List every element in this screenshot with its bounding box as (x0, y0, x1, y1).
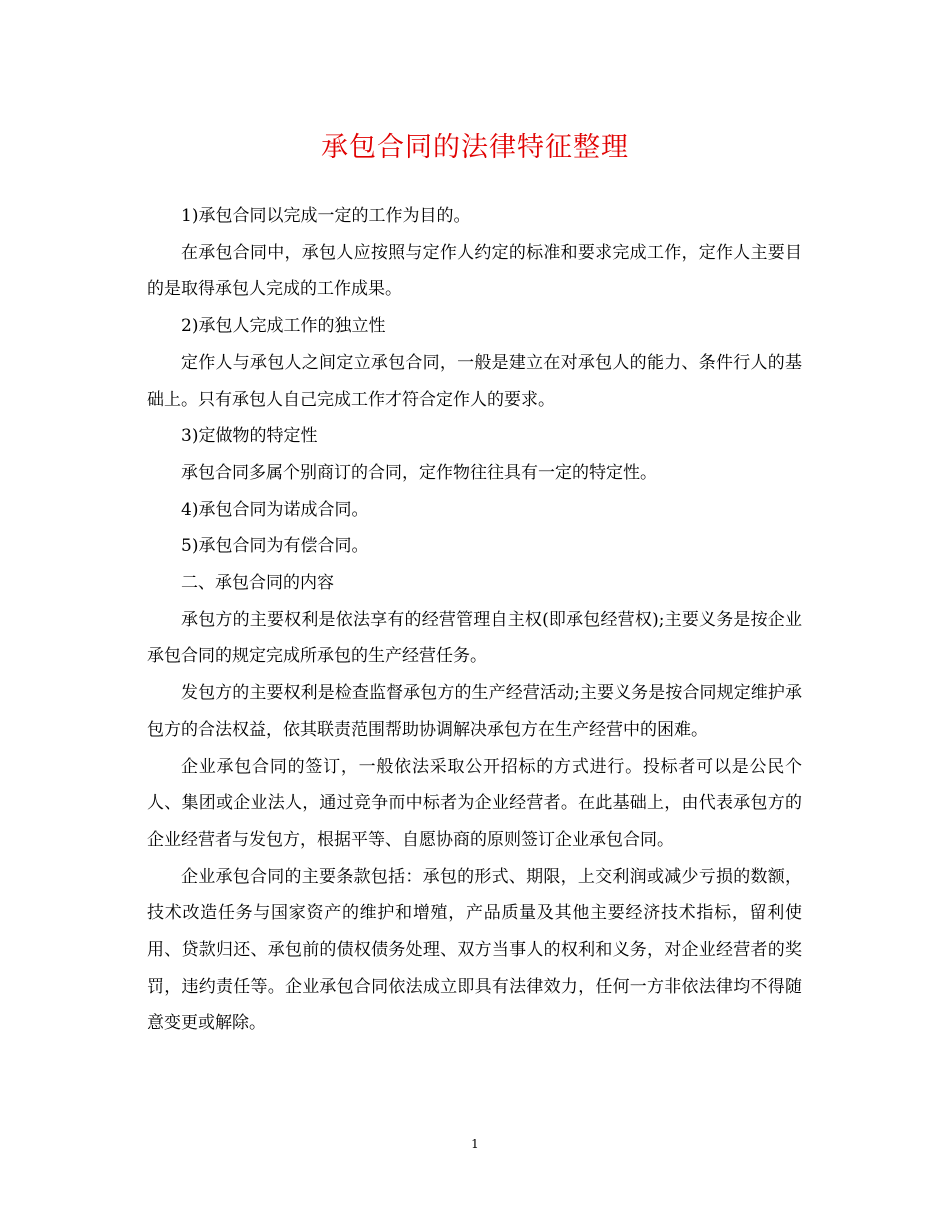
paragraph: 在承包合同中，承包人应按照与定作人约定的标准和要求完成工作，定作人主要目的是取得承包人完成的工作成果。 (147, 242, 802, 300)
paragraph: 承包方的主要权利是依法享有的经营管理自主权(即承包经营权);主要义务是按企业承包合同的规定完成所承包的生产经营任务。 (147, 609, 802, 667)
paragraph: 企业承包合同的主要条款包括：承包的形式、期限，上交利润或减少亏损的数额，技术改造任务与国家资产的维护和增殖，产品质量及其他主要经济技术指标，留利使用、贷款归还、承包前的债权债务处理、双方当事人的权利和义务，对企业经营者的奖罚，违约责任等。企业承包合同依法成立即具有法律效力，任何一方非依法律均不得随意变更或解除。 (147, 866, 802, 1034)
paragraph: 企业承包合同的签订，一般依法采取公开招标的方式进行。投标者可以是公民个人、集团或企业法人，通过竞争而中标者为企业经营者。在此基础上，由代表承包方的企业经营者与发包方，根据平等、自愿协商的原则签订企业承包合同。 (147, 756, 802, 850)
paragraph: 承包合同多属个别商订的合同，定作物往往具有一定的特定性。 (181, 462, 657, 483)
paragraph: 发包方的主要权利是检查监督承包方的生产经营活动;主要义务是按合同规定维护承包方的合法权益，依其联责范围帮助协调解决承包方在生产经营中的困难。 (147, 683, 802, 740)
paragraph: 2)承包人完成工作的独立性 (181, 316, 386, 337)
page-number: 1 (471, 1137, 479, 1151)
document-title: 承包合同的法律特征整理 (321, 132, 629, 163)
paragraph: 1)承包合同以完成一定的工作为目的。 (181, 206, 471, 226)
paragraph: 5)承包合同为有偿合同。 (181, 536, 369, 557)
document-body (147, 198, 802, 1042)
paragraph: 3)定做物的特定性 (181, 426, 318, 447)
paragraph: 定作人与承包人之间定立承包合同，一般是建立在对承包人的能力、条件行人的基础上。只有承包人自己完成工作才符合定作人的要求。 (147, 352, 802, 410)
paragraph: 二、承包合同的内容 (181, 573, 334, 594)
paragraph: 4)承包合同为诺成合同。 (181, 499, 369, 520)
